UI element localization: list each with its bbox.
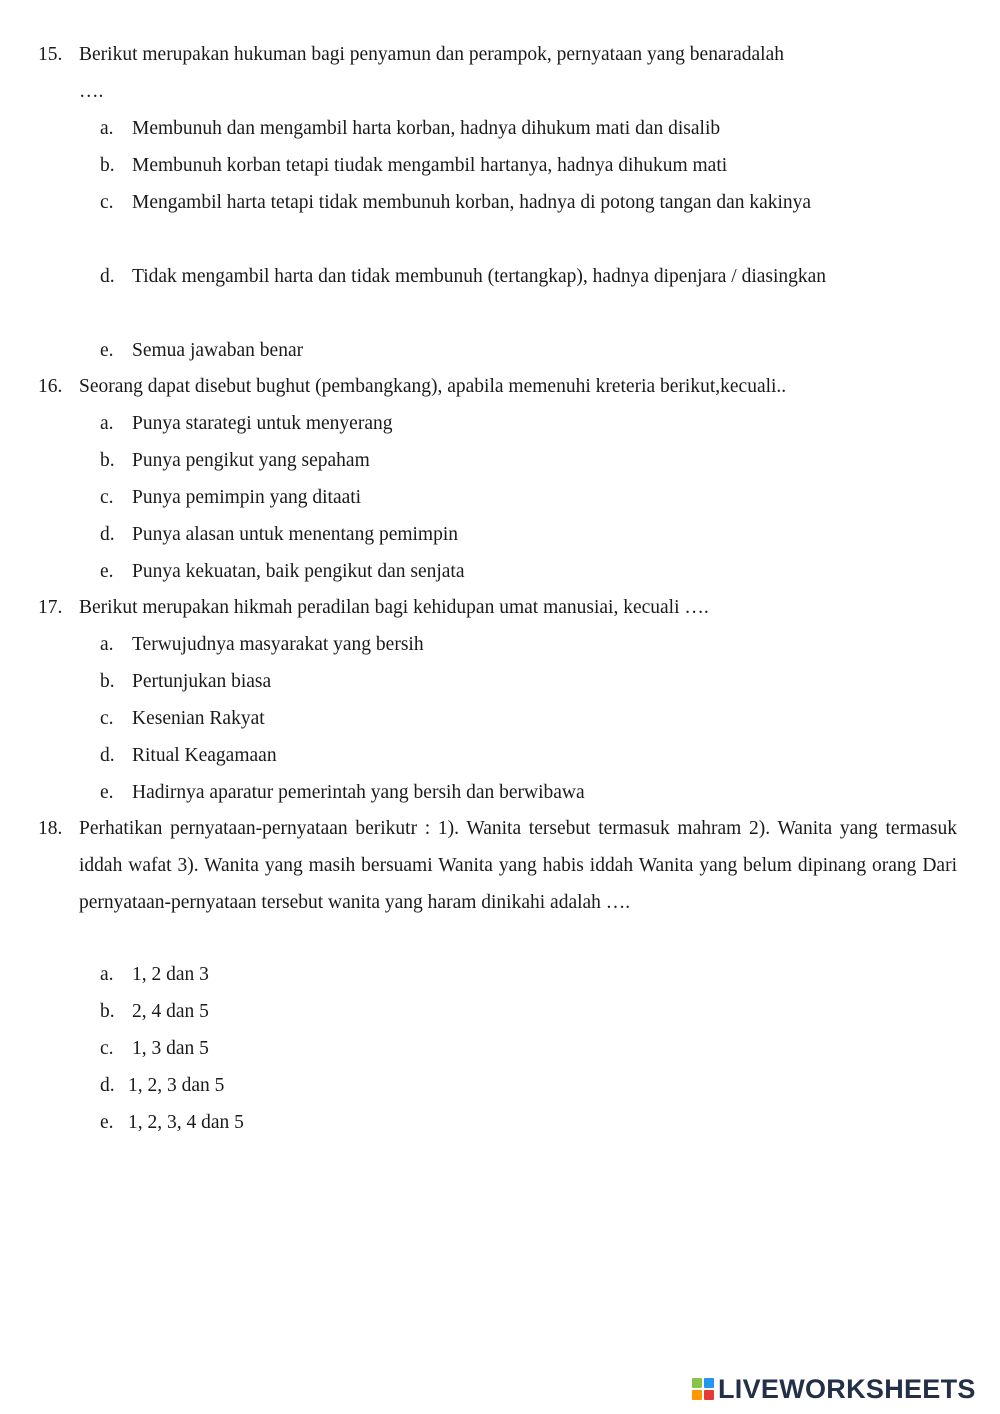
option-text: Semua jawaban benar [132,340,304,361]
option-letter: b. [100,1001,115,1022]
option-b[interactable] [0,147,1000,184]
option-text: 2, 4 dan 5 [132,1001,209,1022]
option-d[interactable] [0,258,1000,332]
option-text: Hadirnya aparatur pemerintah yang bersih dan berwibawa [132,782,585,803]
option-letter: e. [100,782,114,803]
option-text: Membunuh korban tetapi tiudak mengambil hartanya, hadnya dihukum mati [132,155,728,176]
option-text: 1, 2, 3, 4 dan 5 [128,1112,244,1133]
option-e[interactable] [0,774,1000,811]
option-text: 1, 2, 3 dan 5 [128,1075,225,1096]
question-text: Seorang dapat disebut bughut (pembangkang), apabila memenuhi kreteria berikut,kecuali.. [79,376,787,397]
option-letter: e. [100,340,114,361]
option-text: Membunuh dan mengambil harta korban, hadnya dihukum mati dan disalib [132,118,721,139]
question-number: 17. [38,597,63,618]
option-text: Punya pengikut yang sepaham [132,450,370,471]
liveworksheets-logo [692,1372,976,1406]
option-a[interactable] [0,626,1000,663]
option-d[interactable] [0,737,1000,774]
option-b[interactable] [0,663,1000,700]
option-letter: a. [100,964,114,985]
question-text: Perhatikan pernyataan-pernyataan berikutr : 1). Wanita tersebut termasuk mahram 2). Wanita yang termasuk iddah wafat 3). Wanita yang masih bersuami Wanita yang habis iddah Wanita yang belum dipinang orang Dari pernyataan-pernyataan tersebut wanita yang haram dinikahi adalah …. [79,818,957,913]
option-b[interactable] [0,993,1000,1030]
logo-text: LIVEWORKSHEETS [718,1373,976,1404]
option-letter: a. [100,413,114,434]
option-c[interactable] [0,479,1000,516]
question-ellipsis: …. [79,81,104,102]
option-letter: c. [100,192,114,213]
option-letter: b. [100,671,115,692]
option-text: 1, 2 dan 3 [132,964,209,985]
question-stem: Berikut merupakan hukuman bagi penyamun dan perampok, pernyataan yang benaradalah [79,44,784,65]
question-text: Berikut merupakan hikmah peradilan bagi kehidupan umat manusiai, kecuali …. [79,597,709,618]
option-text: Kesenian Rakyat [132,708,265,729]
option-text: Tidak mengambil harta dan tidak membunuh (tertangkap), hadnya dipenjara / diasingkan [132,266,827,287]
option-letter: c. [100,1038,114,1059]
liveworksheets-mark-icon [692,1378,714,1400]
option-a[interactable] [0,405,1000,442]
option-letter: c. [100,487,114,508]
option-letter: b. [100,450,115,471]
option-text: 1, 3 dan 5 [132,1038,209,1059]
option-letter: c. [100,708,114,729]
question-number: 18. [38,818,63,839]
option-d[interactable] [0,516,1000,553]
option-text: Pertunjukan biasa [132,671,272,692]
option-text: Punya kekuatan, baik pengikut dan senjata [132,561,465,582]
option-letter: e. [100,1112,114,1133]
option-letter: d. [100,745,115,766]
option-text: Punya alasan untuk menentang pemimpin [132,524,459,545]
option-e[interactable] [0,1104,1000,1141]
question-number: 15. [38,44,63,65]
option-letter: d. [100,524,115,545]
option-letter: a. [100,634,114,655]
option-text: Mengambil harta tetapi tidak membunuh korban, hadnya di potong tangan dan kakinya [132,192,812,213]
option-text: Punya starategi untuk menyerang [132,413,393,434]
option-c[interactable] [0,700,1000,737]
option-letter: d. [100,1075,115,1096]
option-letter: e. [100,561,114,582]
option-e[interactable] [0,553,1000,590]
option-a[interactable] [0,956,1000,993]
option-letter: a. [100,118,114,139]
question-text [79,36,957,110]
option-e[interactable] [0,332,1000,369]
option-letter: d. [100,266,115,287]
option-c[interactable] [0,184,1000,258]
question-number: 16. [38,376,63,397]
option-letter: b. [100,155,115,176]
option-a[interactable] [0,110,1000,147]
option-c[interactable] [0,1030,1000,1067]
option-text: Terwujudnya masyarakat yang bersih [132,634,424,655]
option-d[interactable] [0,1067,1000,1104]
option-text: Punya pemimpin yang ditaati [132,487,362,508]
option-text: Ritual Keagamaan [132,745,277,766]
option-b[interactable] [0,442,1000,479]
